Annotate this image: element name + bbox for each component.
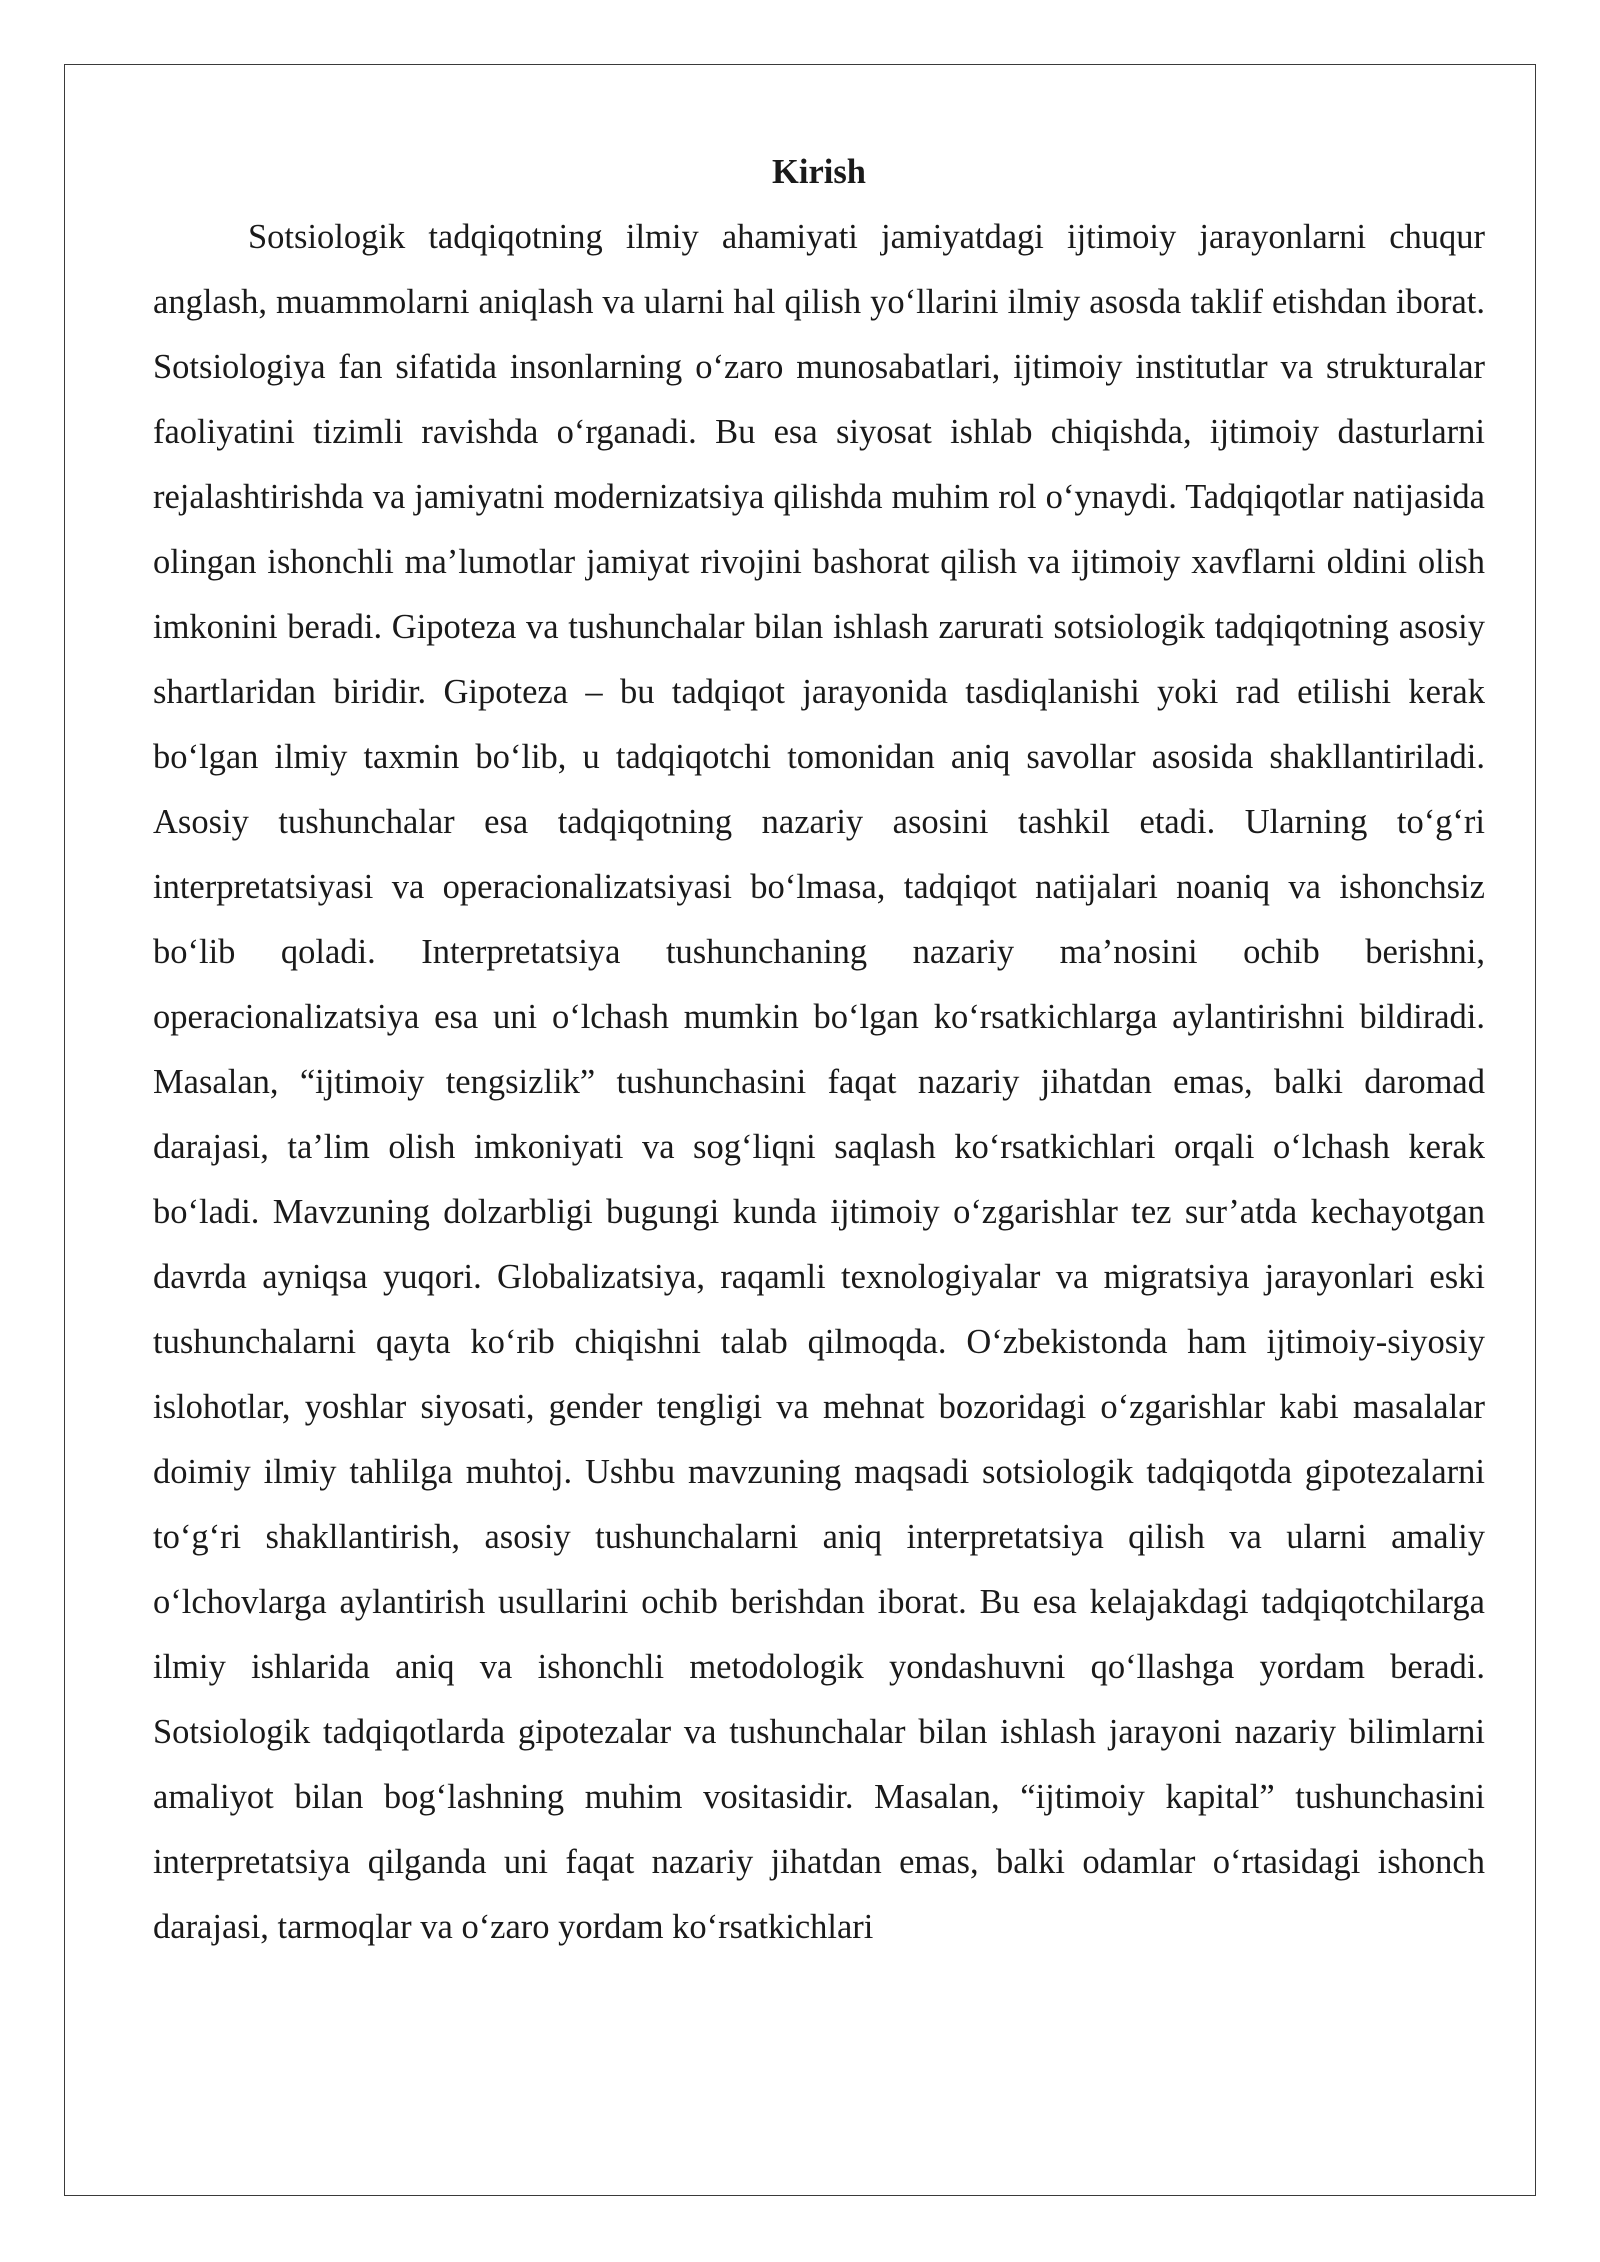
body-paragraph: Sotsiologik tadqiqotning ilmiy ahamiyati jamiyatdagi ijtimoiy jarayonlarni chuqur anglash, muammolarni aniqlash va ularni hal qilish yo‘llarini ilmiy asosda taklif etishdan iborat. Sotsiologiya fan sifatida insonlarning o‘zaro munosabatlari, ijtimoiy institutlar va strukturalar faoliyatini tizimli ravishda o‘rganadi. Bu esa siyosat ishlab chiqishda, ijtimoiy dasturlarni rejalashtirishda va jamiyatni modernizatsiya qilishda muhim rol o‘ynaydi. Tadqiqotlar natijasida olingan ishonchli ma’lumotlar jamiyat rivojini bashorat qilish va ijtimoiy xavflarni oldini olish imkonini beradi. Gipoteza va tushunchalar bilan ishlash zarurati sotsiologik tadqiqotning asosiy shartlaridan biridir. Gipoteza – bu tadqiqot jarayonida tasdiqlanishi yoki rad etilishi kerak bo‘lgan ilmiy taxmin bo‘lib, u tadqiqotchi tomonidan aniq savollar asosida shakllantiriladi. Asosiy tushunchalar esa tadqiqotning nazariy asosini tashkil etadi. Ularning to‘g‘ri interpretatsiyasi va operacionalizatsiyasi bo‘lmasa, tadqiqot natijalari noaniq va ishonchsiz bo‘lib qoladi. Interpretatsiya tushunchaning nazariy ma’nosini ochib berishni, operacionalizatsiya esa uni o‘lchash mumkin bo‘lgan ko‘rsatkichlarga aylantirishni bildiradi. Masalan, “ijtimoiy tengsizlik” tushunchasini faqat nazariy jihatdan emas, balki daromad darajasi, ta’lim olish imkoniyati va sog‘liqni saqlash ko‘rsatkichlari orqali o‘lchash kerak bo‘ladi. Mavzuning dolzarbligi bugungi kunda ijtimoiy o‘zgarishlar tez sur’atda kechayotgan davrda ayniqsa yuqori. Globalizatsiya, raqamli texnologiyalar va migratsiya jarayonlari eski tushunchalarni qayta ko‘rib chiqishni talab qilmoqda. O‘zbekistonda ham ijtimoiy-siyosiy islohotlar, yoshlar siyosati, gender tengligi va mehnat bozoridagi o‘zgarishlar kabi masalalar doimiy ilmiy tahlilga muhtoj. Ushbu mavzuning maqsadi sotsiologik tadqiqotda gipotezalarni to‘g‘ri shakllantirish, asosiy tushunchalarni aniq interpretatsiya qilish va ularni amaliy o‘lchovlarga aylantirish usullarini ochib berishdan iborat. Bu esa kelajakdagi tadqiqotchilarga ilmiy ishlarida aniq va ishonchli metodologik yondashuvni qo‘llashga yordam beradi. Sotsiologik tadqiqotlarda gipotezalar va tushunchalar bilan ishlash jarayoni nazariy bilimlarni amaliyot bilan bog‘lashning muhim vositasidir. Masalan, “ijtimoiy kapital” tushunchasini interpretatsiya qilganda uni faqat nazariy jihatdan emas, balki odamlar o‘rtasidagi ishonch darajasi, tarmoqlar va o‘zaro yordam ko‘rsatkichlari — [153, 218, 1485, 1946]
page-title: Kirish — [772, 153, 866, 191]
document-content — [153, 140, 1485, 1960]
